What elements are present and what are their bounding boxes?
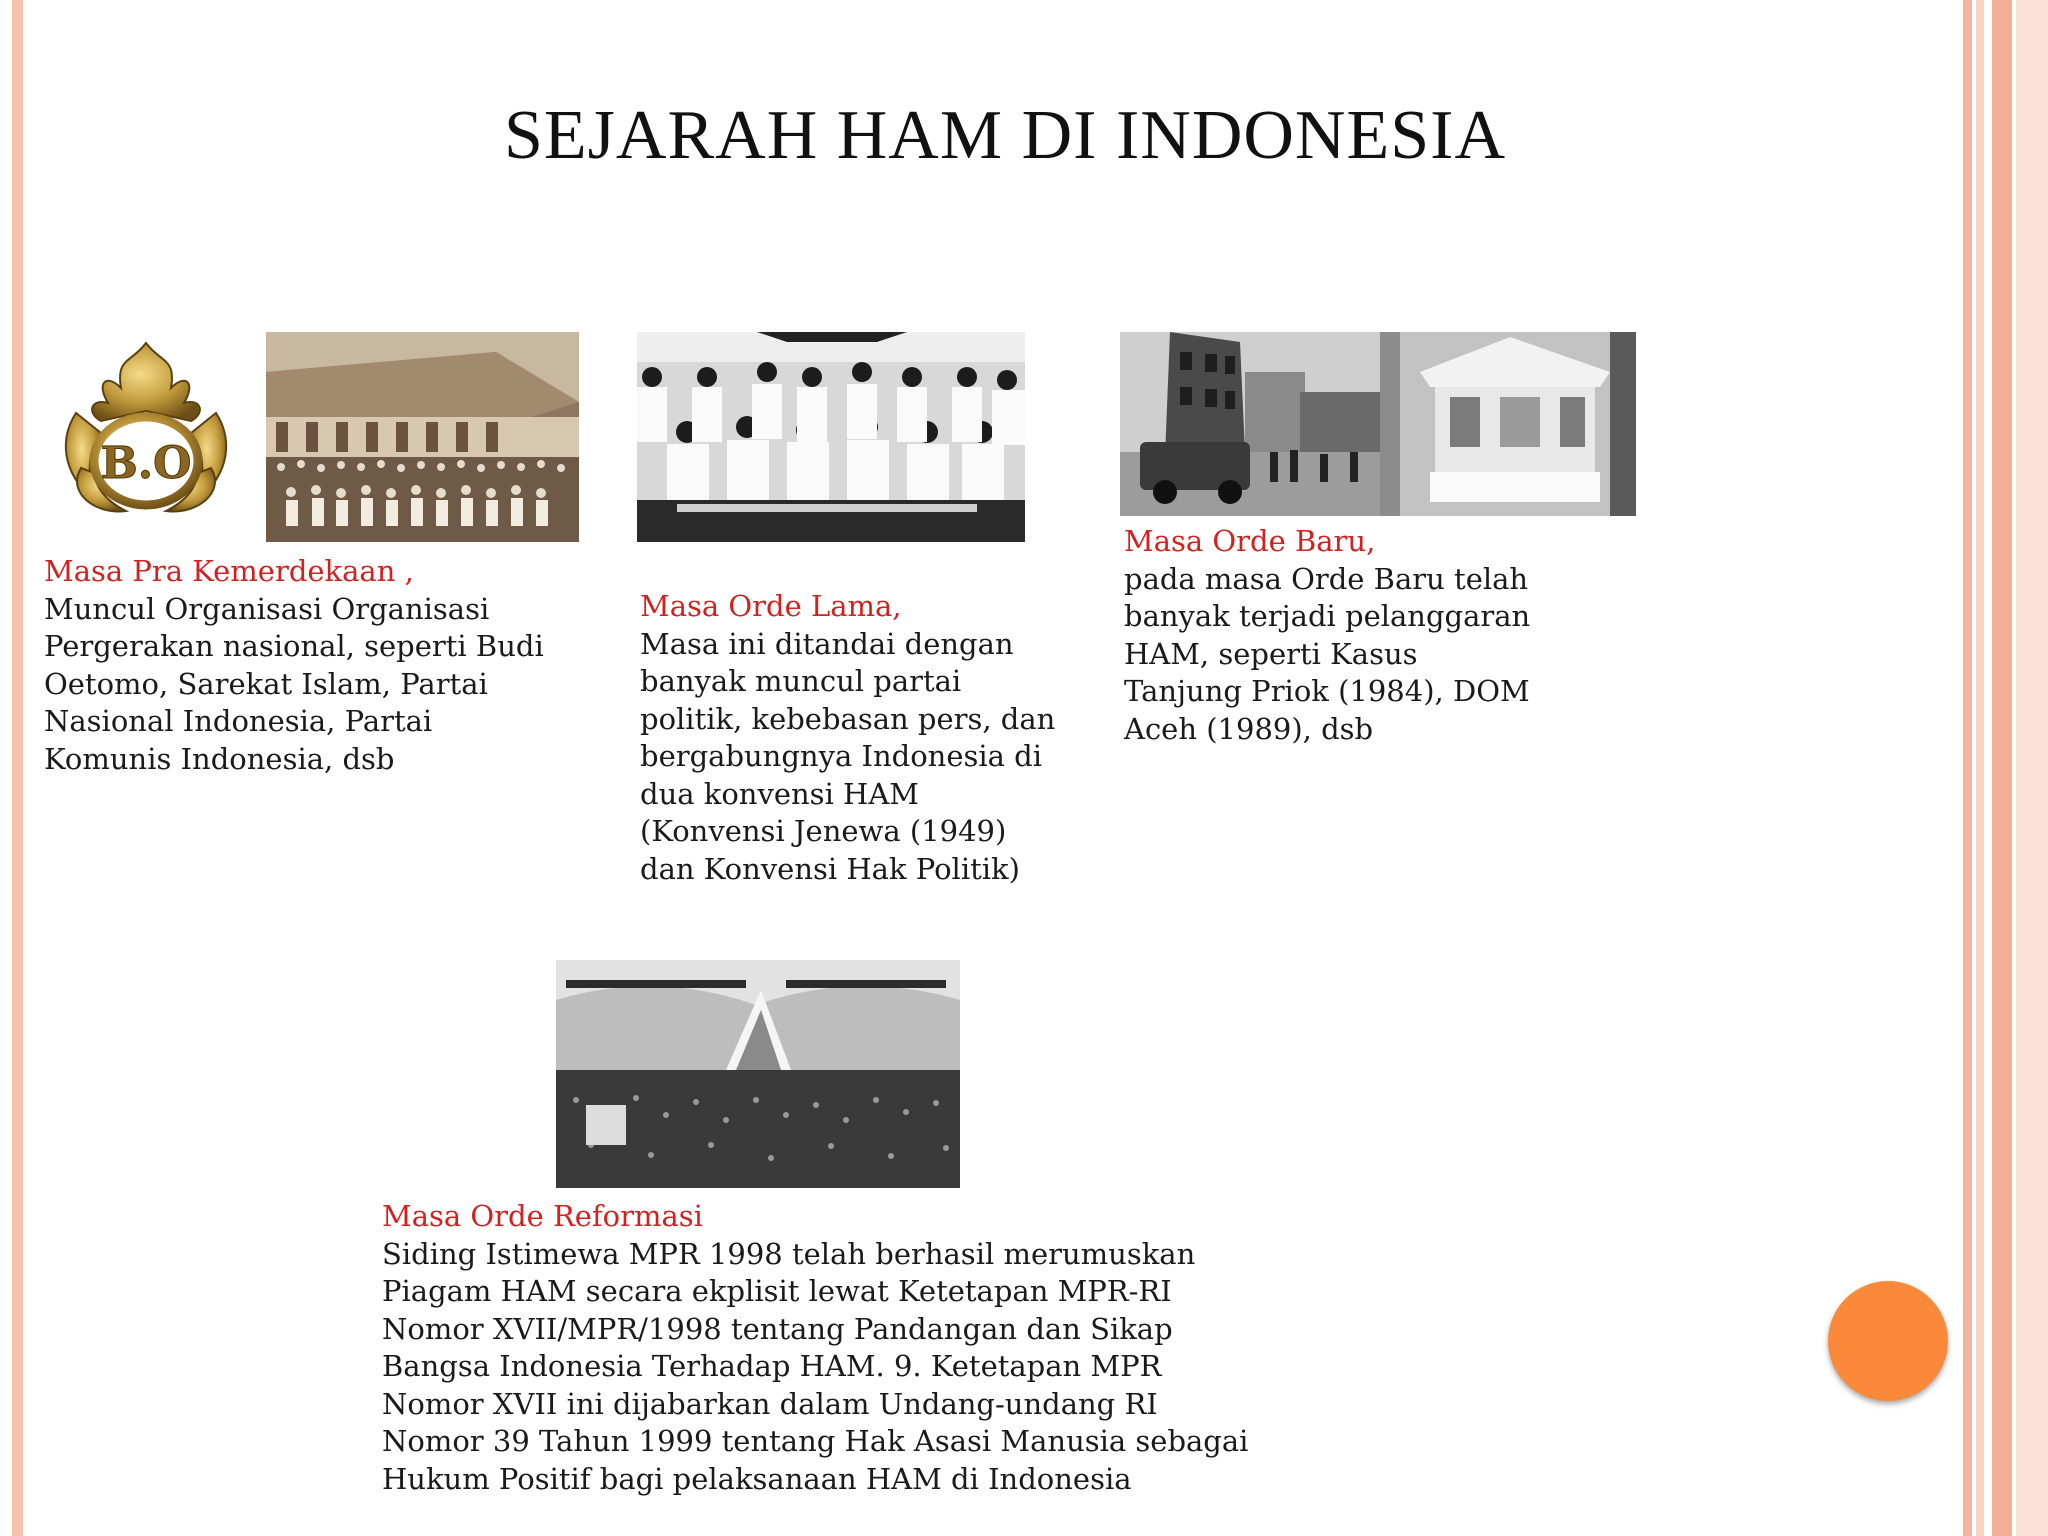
section-line: Komunis Indonesia, dsb bbox=[44, 741, 395, 776]
section-line: Nasional Indonesia, Partai bbox=[44, 704, 433, 738]
section-line: Siding Istimewa MPR 1998 telah berhasil merumuskan bbox=[382, 1236, 1196, 1271]
orange-circle-decoration bbox=[1828, 1281, 1948, 1401]
section-heading: Masa Orde Reformasi bbox=[382, 1199, 703, 1233]
section-line: Aceh (1989), dsb bbox=[1124, 711, 1374, 746]
bw-crowd-on-dome-photo bbox=[556, 960, 960, 1188]
section-line: Masa ini ditandai dengan bbox=[640, 626, 1014, 661]
section-line: HAM, seperti Kasus bbox=[1124, 636, 1418, 671]
section-orde-baru bbox=[1124, 523, 1530, 748]
right-border-stripe bbox=[1976, 0, 1984, 1536]
bw-street-photo bbox=[1120, 332, 1380, 516]
section-line: Muncul Organisasi Organisasi bbox=[44, 591, 490, 626]
section-heading: Masa Orde Baru, bbox=[1124, 524, 1376, 558]
section-heading: Masa Orde Lama, bbox=[640, 589, 902, 623]
section-line: Oetomo, Sarekat Islam, Partai bbox=[44, 666, 488, 701]
section-line: dan Konvensi Hak Politik) bbox=[640, 851, 1020, 886]
section-line: Nomor 39 Tahun 1999 tentang Hak Asasi Manusia sebagai bbox=[382, 1424, 1249, 1458]
sepia-group-photo bbox=[266, 332, 579, 542]
emblem-lettering: B.O bbox=[100, 438, 192, 489]
slide-title: SEJARAH HAM DI INDONESIA bbox=[503, 97, 1507, 174]
bw-meeting-photo bbox=[637, 332, 1025, 542]
section-line: Pergerakan nasional, seperti Budi bbox=[44, 629, 544, 663]
section-line: banyak terjadi pelanggaran bbox=[1124, 599, 1531, 633]
section-line: pada masa Orde Baru telah bbox=[1124, 561, 1529, 596]
section-line: dua konvensi HAM bbox=[640, 776, 919, 811]
section-line: Piagam HAM secara ekplisit lewat Ketetapan MPR-RI bbox=[382, 1274, 1172, 1308]
section-line: politik, kebebasan pers, dan bbox=[640, 701, 1056, 736]
section-line: (Konvensi Jenewa (1949) bbox=[640, 814, 1007, 848]
section-line: Hukum Positif bagi pelaksanaan HAM di Indonesia bbox=[382, 1461, 1132, 1496]
right-border-stripe bbox=[1992, 0, 2012, 1536]
section-pra-kemerdekaan bbox=[44, 553, 544, 778]
section-orde-lama bbox=[640, 588, 1055, 888]
section-line: Nomor XVII ini dijabarkan dalam Undang-undang RI bbox=[382, 1386, 1158, 1421]
right-border-stripe bbox=[1963, 0, 1972, 1536]
section-line: banyak muncul partai bbox=[640, 664, 962, 698]
section-line: Bangsa Indonesia Terhadap HAM. 9. Ketetapan MPR bbox=[382, 1349, 1162, 1383]
section-line: bergabungnya Indonesia di bbox=[640, 739, 1042, 773]
budi-oetomo-emblem bbox=[46, 333, 246, 523]
section-heading: Masa Pra Kemerdekaan , bbox=[44, 554, 414, 588]
section-line: Nomor XVII/MPR/1998 tentang Pandangan dan Sikap bbox=[382, 1311, 1173, 1346]
section-line: Tanjung Priok (1984), DOM bbox=[1124, 674, 1530, 708]
section-orde-reformasi bbox=[382, 1198, 1248, 1498]
bw-building-photo bbox=[1380, 332, 1636, 516]
right-border-stripe bbox=[2016, 0, 2048, 1536]
left-border-stripe bbox=[12, 0, 23, 1536]
